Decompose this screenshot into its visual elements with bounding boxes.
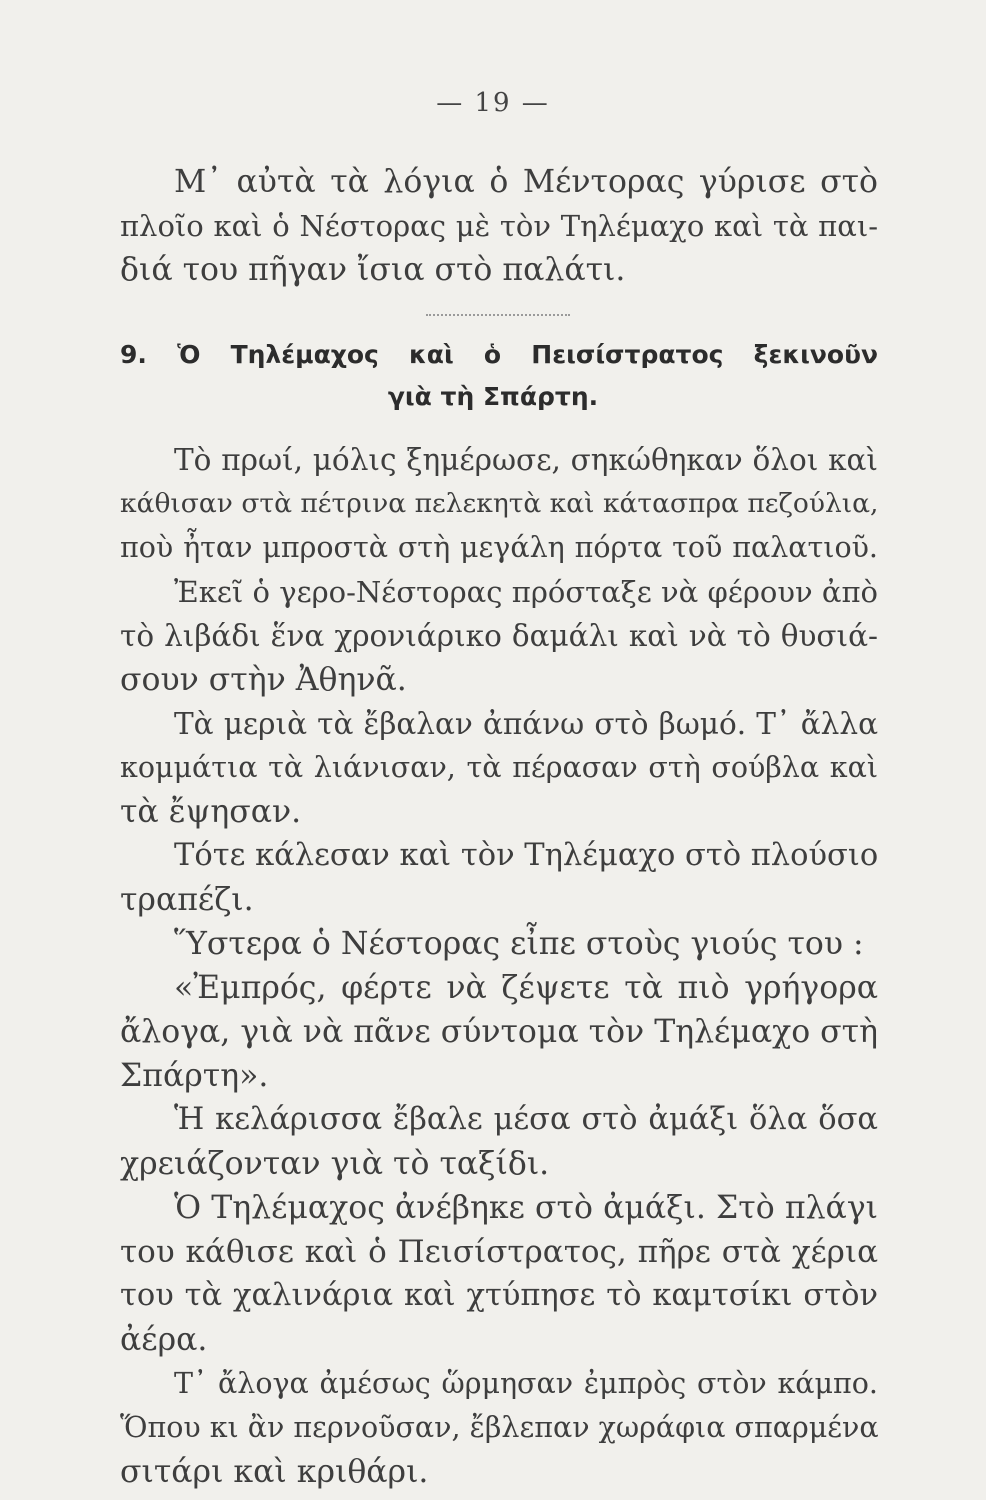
intro-line-2: πλοῖο καὶ ὁ Νέστορας μὲ τὸν Τηλέμαχο καὶ τὰ παι-: [120, 209, 878, 243]
body-line-7: Τὰ μεριὰ τὰ ἔβαλαν ἀπάνω στὸ βωμό. Τ᾿ ἄλλα: [174, 707, 878, 741]
body-line-16: Ἡ κελάρισσα ἔβαλε μέσα στὸ ἀμάξι ὅλα ὅσα: [174, 1102, 878, 1137]
intro-line-3: διά του πῆγαν ἴσια στὸ παλάτι.: [120, 252, 626, 288]
page-number: — 19 —: [436, 88, 550, 118]
section-heading-line-2: γιὰ τὴ Σπάρτη.: [387, 382, 599, 411]
body-line-23: Ὅπου κι ἂν περνοῦσαν, ἔβλεπαν χωράφια σπαρμένα: [120, 1411, 879, 1444]
intro-line-1: Μ᾿ αὐτὰ τὰ λόγια ὁ Μέντορας γύρισε στὸ: [174, 164, 878, 200]
body-line-17: χρειάζονταν γιὰ τὸ ταξίδι.: [120, 1146, 550, 1182]
section-separator: [426, 314, 570, 316]
body-line-12: Ὕστερα ὁ Νέστορας εἶπε στοὺς γιούς του :: [174, 926, 864, 962]
body-line-18: Ὁ Τηλέμαχος ἀνέβηκε στὸ ἀμάξι. Στὸ πλάγι: [174, 1190, 878, 1226]
body-line-24: σιτάρι καὶ κριθάρι.: [120, 1454, 429, 1490]
body-line-8: κομμάτια τὰ λιάνισαν, τὰ πέρασαν στὴ σούβλα καὶ: [120, 751, 878, 784]
body-line-15: Σπάρτη».: [120, 1058, 269, 1094]
body-line-13: «Ἐμπρός, φέρτε νὰ ζέψετε τὰ πιὸ γρήγορα: [174, 970, 878, 1006]
body-line-10: Τότε κάλεσαν καὶ τὸν Τηλέμαχο στὸ πλούσιο: [174, 838, 879, 873]
body-line-4: Ἐκεῖ ὁ γερο-Νέστορας πρόσταξε νὰ φέρουν ἀπὸ: [174, 575, 878, 609]
body-line-11: τραπέζι.: [120, 882, 254, 918]
section-heading-line-1: 9. Ὁ Τηλέμαχος καὶ ὁ Πεισίστρατος ξεκινοῦν: [120, 340, 878, 369]
body-line-6: σουν στὴν Ἀθηνᾶ.: [120, 662, 407, 698]
body-line-14: ἄλογα, γιὰ νὰ πᾶνε σύντομα τὸν Τηλέμαχο στὴ: [120, 1014, 878, 1050]
body-line-2: κάθισαν στὰ πέτρινα πελεκητὰ καὶ κάτασπρα πεζούλια,: [120, 488, 879, 519]
body-line-1: Τὸ πρωί, μόλις ξημέρωσε, σηκώθηκαν ὅλοι καὶ: [174, 443, 878, 477]
body-line-3: ποὺ ἦταν μπροστὰ στὴ μεγάλη πόρτα τοῦ παλατιοῦ.: [120, 531, 878, 564]
body-line-20: του τὰ χαλινάρια καὶ χτύπησε τὸ καμτσίκι στὸν: [120, 1278, 878, 1313]
body-line-22: Τ᾿ ἄλογα ἀμέσως ὥρμησαν ἐμπρὸς στὸν κάμπο.: [174, 1367, 878, 1400]
body-line-19: του κάθισε καὶ ὁ Πεισίστρατος, πῆρε στὰ χέρια: [120, 1234, 878, 1270]
body-line-21: ἀέρα.: [120, 1322, 208, 1358]
body-line-9: τὰ ἔψησαν.: [120, 794, 302, 830]
body-line-5: τὸ λιβάδι ἕνα χρονιάρικο δαμάλι καὶ νὰ τὸ θυσιά-: [120, 619, 878, 653]
